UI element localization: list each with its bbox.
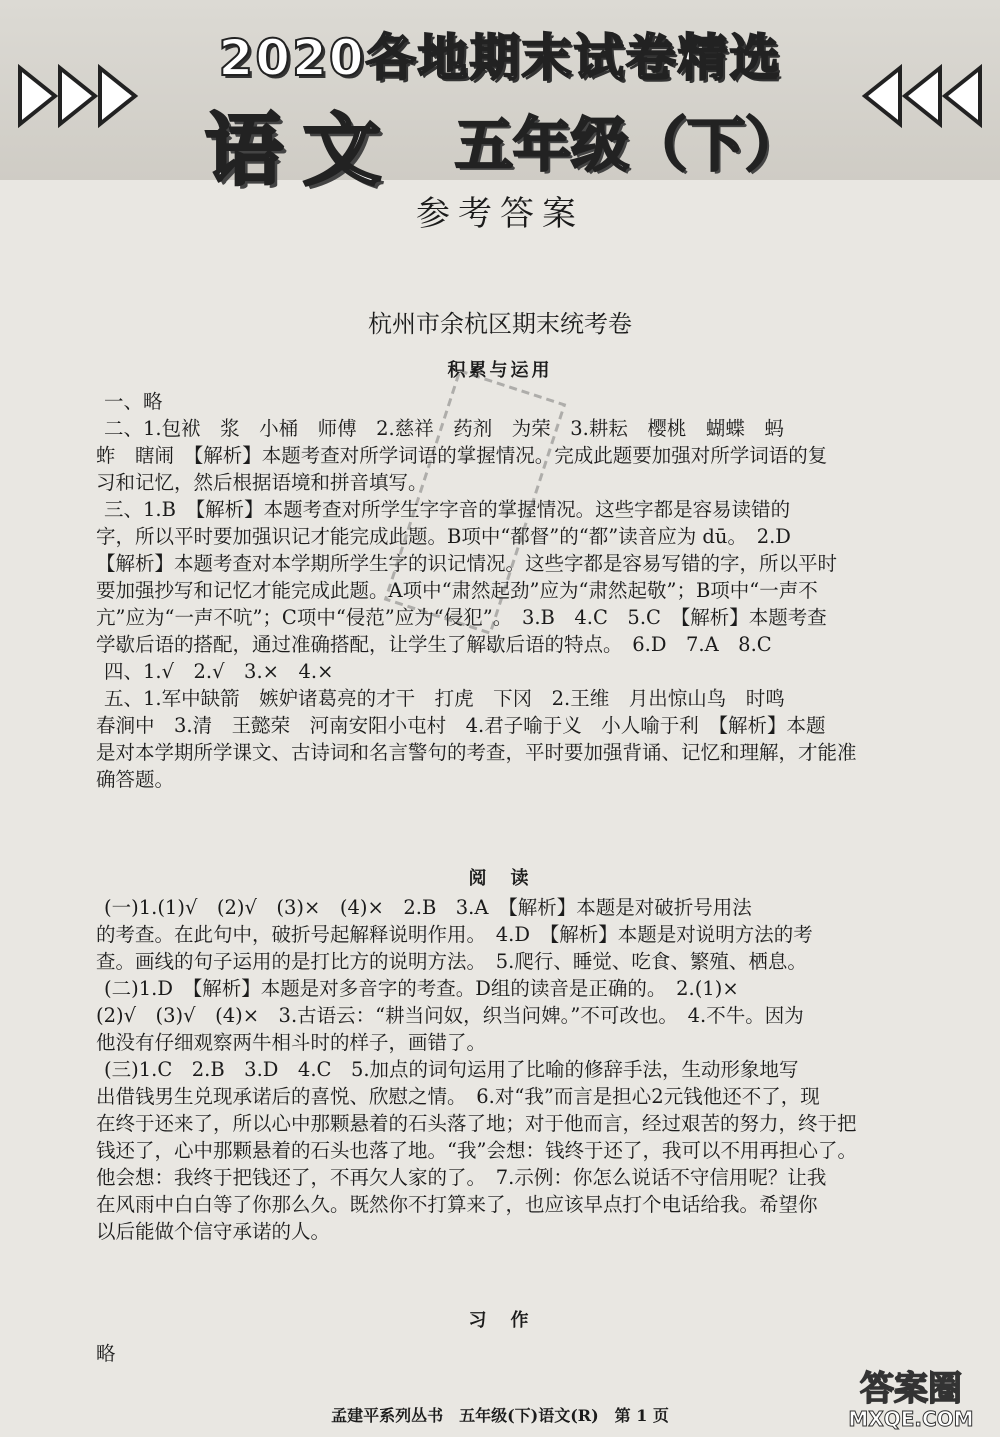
section-heading-accumulation: 积累与运用 <box>447 360 553 381</box>
answer-line: 亢”应为“一声不吭”；C项中“侵范”应为“侵犯”。 3.B 4.C 5.C 【解析】本题考查 <box>96 606 827 629</box>
answer-line: 是对本学期所学课文、古诗词和名言警句的考查，平时要加强背诵、记忆和理解，才能准 <box>96 741 857 764</box>
grade-title: 五年级（下） <box>455 111 804 179</box>
answer-line: 以后能做个信守承诺的人。 <box>96 1220 331 1243</box>
watermark-logo <box>836 1362 986 1432</box>
answers-writing <box>96 1340 914 1367</box>
answer-line: 二、1.包袱 浆 小桶 师傅 2.慈祥 药剂 为荣 3.耕耘 樱桃 蝴蝶 蚂 <box>104 417 784 440</box>
answer-line: 四、1.√ 2.√ 3.× 4.× <box>104 660 334 683</box>
answer-line: 他会想：我终于把钱还了，不再欠人家的了。 7.示例：你怎么说话不守信用呢？让我 <box>96 1166 827 1189</box>
answer-line: 字，所以平时要加强识记才能完成此题。B项中“都督”的“都”读音应为 dū。 2.D <box>96 525 791 548</box>
series-title: 2020各地期末试卷精选 <box>218 29 782 87</box>
answer-line: 【解析】本题考查对本学期所学生字的识记情况。这些字都是容易写错的字，所以平时 <box>96 552 838 575</box>
answers-reading <box>96 894 922 1245</box>
answer-line: 出借钱男生兑现承诺后的喜悦、欣慰之情。 6.对“我”而言是担心2元钱他还不了，现 <box>96 1085 820 1108</box>
answer-line: 确答题。 <box>96 768 175 791</box>
page-footer: 孟建平系列丛书 五年级(下)语文(R) 第 1 页 <box>331 1406 669 1425</box>
answer-line: 五、1.军中缺箭 嫉妒诸葛亮的才干 打虎 下冈 2.王维 月出惊山鸟 时鸣 <box>104 687 785 710</box>
answer-line: 在风雨中白白等了你那么久。既然你不打算来了，也应该早点打个电话给我。希望你 <box>96 1193 818 1216</box>
answer-line: 查。画线的句子运用的是打比方的说明方法。 5.爬行、睡觉、吃食、繁殖、栖息。 <box>96 950 807 973</box>
page-title: 参考答案 <box>416 194 584 234</box>
answer-line: 在终于还来了，所以心中那颗悬着的石头落了地；对于他而言，经过艰苦的努力，终于把 <box>96 1112 857 1135</box>
answer-line: 一、略 <box>104 390 163 413</box>
answer-line: 蚱 瞎闹 【解析】本题考查对所学词语的掌握情况。完成此题要加强对所学词语的复 <box>96 444 828 467</box>
answer-line: 要加强抄写和记忆才能完成此题。A项中“肃然起劲”应为“肃然起敬”；B项中“一声不 <box>96 579 818 602</box>
answer-line: (一)1.(1)√ (2)√ (3)× (4)× 2.B 3.A 【解析】本题是对破折号用法 <box>104 896 752 919</box>
answer-line: 的考查。在此句中，破折号起解释说明作用。 4.D 【解析】本题是对说明方法的考 <box>96 923 813 946</box>
section-heading-writing: 习 作 <box>468 1310 532 1331</box>
answer-line: (2)√ (3)√ (4)× 3.古语云：“耕当问奴，织当问婢。”不可改也。 4.不牛。因为 <box>96 1004 804 1027</box>
answer-line: 学歇后语的搭配，通过准确搭配，让学生了解歇后语的特点。 6.D 7.A 8.C <box>96 633 772 656</box>
answer-line: 他没有仔细观察两牛相斗时的样子，画错了。 <box>96 1031 487 1054</box>
answer-line: 略 <box>96 1342 116 1365</box>
answer-line: 习和记忆，然后根据语境和拼音填写。 <box>96 471 428 494</box>
subject-title: 语文 <box>205 106 402 196</box>
section-heading-reading: 阅 读 <box>468 868 532 889</box>
answer-line: 春涧中 3.清 王懿荣 河南安阳小屯村 4.君子喻于义 小人喻于利 【解析】本题 <box>96 714 826 737</box>
exam-title: 杭州市余杭区期末统考卷 <box>368 310 632 338</box>
svg-text:MXQE.COM: MXQE.COM <box>848 1407 974 1431</box>
answer-line: 三、1.B 【解析】本题考查对所学生字字音的掌握情况。这些字都是容易读错的 <box>104 498 791 521</box>
answer-line: 钱还了，心中那颗悬着的石头也落了地。“我”会想：钱终于还了，我可以不用再担心了。 <box>96 1139 857 1162</box>
answer-line: (三)1.C 2.B 3.D 4.C 5.加点的词句运用了比喻的修辞手法，生动形象地写 <box>104 1058 799 1081</box>
answer-line: (二)1.D 【解析】本题是对多音字的考查。D组的读音是正确的。 2.(1)× <box>104 977 739 1000</box>
svg-text:答案圈: 答案圈 <box>860 1369 962 1409</box>
